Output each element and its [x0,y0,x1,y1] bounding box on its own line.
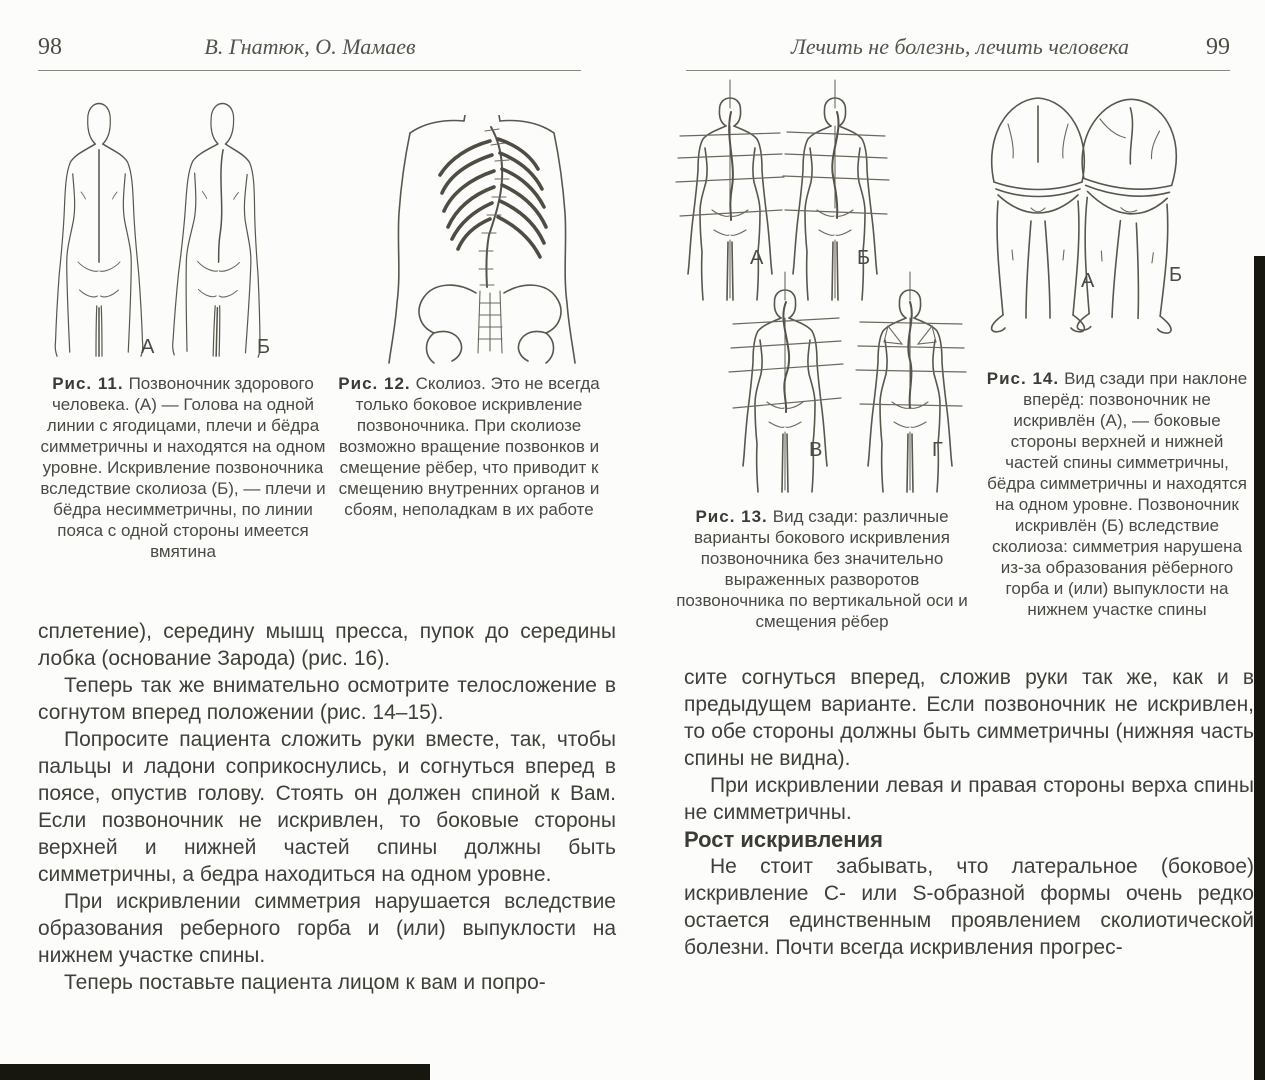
fig12-drawing [352,115,612,365]
fig11-drawing [45,88,340,363]
fig13-label-v: В [809,439,823,461]
body-paragraph: Теперь поставьте пациента лицом к вам и попро- [64,971,546,994]
fig14-label-a: А [1081,270,1095,292]
left-header-rule [38,70,581,71]
fig11-caption-lead: Рис. 11. [52,374,124,393]
body-paragraph: При искривлении симметрия нарушается вследствие образования реберного горба и (или) выпуклости на нижнем участке спины. [38,890,616,967]
fig11-caption [38,373,328,562]
fig14-drawing [983,80,1253,335]
right-body-text [684,664,1254,961]
left-running-head: В. Гнатюк, О. Мамаев [204,34,416,59]
fig14-label-b: Б [1169,264,1183,286]
fig14-caption-lead: Рис. 14. [986,369,1060,388]
body-paragraph: сите согнуться вперед, сложив руки так же, как и в предыдущем варианте. Если позвоночник не искривлен, то обе стороны должны быть симметричны (нижняя часть спины не видна). [684,666,1254,770]
body-paragraph: При искривлении левая и правая стороны верха спины не симметричны. [684,774,1254,824]
section-heading: Рост искривления [684,827,883,852]
fig14-caption [982,368,1252,620]
right-page-number: 99 [1206,34,1230,60]
body-paragraph: Попросите пациента сложить руки вместе, так, чтобы пальцы и ладони соприкоснулись, и согнуться вперед в поясе, опустив голову. Стоять он должен спиной к Вам. Если позвоночник не искривлен, то боковые стороны верхней и нижней частей спины должны быть симметричны, а бедра находиться на одном уровне. [38,728,616,886]
left-page-number: 98 [38,34,62,60]
fig11-label-a: А [141,336,155,358]
right-running-head: Лечить не болезнь, лечить человека [791,34,1129,59]
fig13-label-b: Б [857,247,871,269]
fig13-label-g: Г [932,439,943,461]
left-body-text [38,618,616,996]
fig12-caption-text: Сколиоз. Это не всегда только боковое искривление позвоночника. При сколиозе возможно вращение позвонков и смещение рёбер, что приводит к смещению внутренних органов и сбоям, неполадкам в их работе [338,374,600,519]
fig12-caption [336,373,602,520]
body-paragraph: сплетение), середину мышц пресса, пупок до середины лобка (основание Зарода) (рис. 16). [38,620,616,670]
fig11-caption-text: Позвоночник здорового человека. (А) — Голова на одной линии с ягодицами, плечи и бёдра симметричны и находятся на одном уровне. Искривление позвоночника вследствие сколиоза (Б), — плечи и бёдра несимметричны, по линии пояса с одной стороны имеется вмятина [40,374,326,561]
fig11-label-b: Б [257,336,271,358]
fig13-drawing [672,78,987,503]
fig13-caption-lead: Рис. 13. [695,507,768,526]
fig12-caption-lead: Рис. 12. [338,374,411,393]
scan-edge-bottom [0,1064,430,1080]
fig13-caption-text: Вид сзади: различные варианты бокового искривления позвоночника без значительно выраженных разворотов позвоночника по вертикальной оси и смещения рёбер [676,507,968,631]
fig13-caption [676,506,968,632]
fig14-caption-text: Вид сзади при наклоне вперёд: позвоночник не искривлён (А), — боковые стороны верхней и нижней частей спины симметричны, бёдра симметричны и находятся на одном уровне. Позвоночник искривлён (Б) вследствие сколиоза: симметрия нарушена из-за образования рёберного горба и (или) выпуклости на нижнем участке спины [987,369,1248,619]
body-paragraph: Не стоит забывать, что латеральное (боковое) искривление С- или S-образной формы очень редко остается единственным проявлением сколиотической болезни. Почти всегда искривления прогрес- [684,855,1254,959]
body-paragraph: Теперь так же внимательно осмотрите телосложение в согнутом вперед положении (рис. 14–15). [38,674,616,724]
scan-edge-right [1254,256,1265,1080]
fig13-label-a: А [750,247,764,269]
right-header-rule [686,70,1230,71]
